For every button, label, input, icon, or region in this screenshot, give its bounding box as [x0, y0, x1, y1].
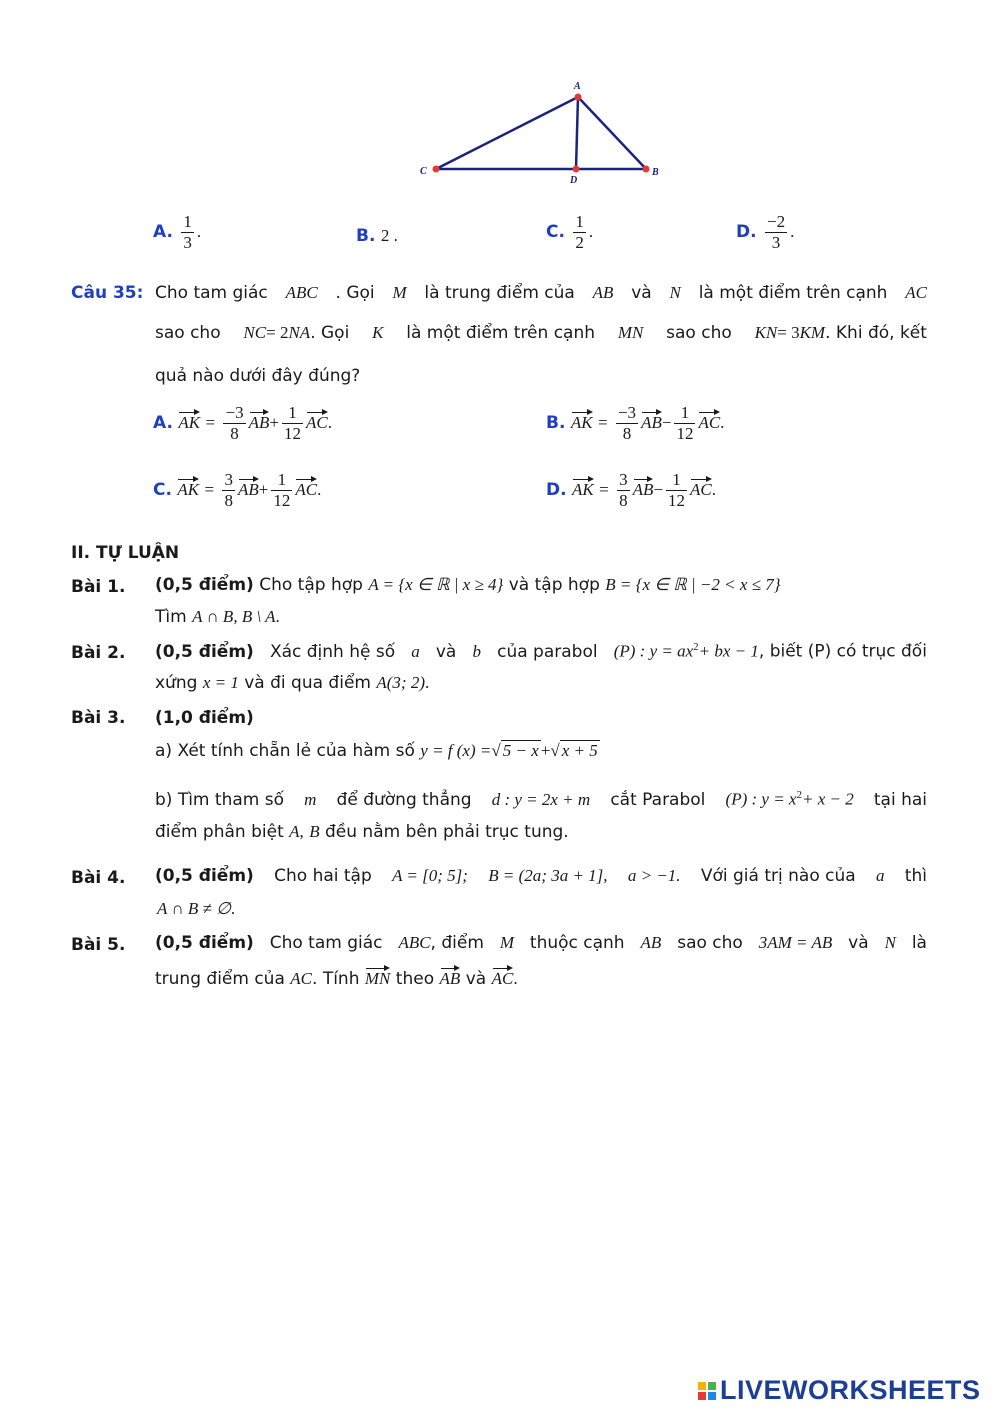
points: (0,5 điểm): [155, 933, 254, 953]
vector: AB: [248, 413, 270, 433]
text: điểm phân biệt: [155, 822, 284, 842]
period: .: [327, 413, 332, 433]
q35-line-1: [155, 283, 927, 303]
numerator: 1: [183, 212, 192, 231]
math: A: [289, 822, 300, 841]
vector: AB: [632, 480, 654, 500]
math: b: [472, 641, 481, 661]
text: Cho tam giác: [155, 283, 268, 303]
q35-line-2: [155, 323, 927, 343]
math: ABC: [285, 283, 318, 302]
text: b) Tìm tham số: [155, 789, 284, 810]
period: .: [790, 222, 795, 242]
bai5-line-2: [155, 967, 518, 989]
text: xứng: [155, 673, 198, 693]
denominator: 12: [668, 490, 685, 510]
bai3-part-b-line-1: [155, 789, 927, 810]
period: .: [588, 222, 594, 242]
period: .: [275, 607, 280, 626]
set-b: B = (2a; 3a + 1],: [488, 866, 608, 885]
set-a: A = [0; 5];: [392, 866, 468, 885]
q35-line-3: quả nào dưới đây đúng?: [155, 366, 361, 386]
vector: AB: [237, 480, 259, 500]
option-label: C.: [153, 480, 172, 501]
option-label: B.: [356, 226, 376, 246]
numerator: 3: [224, 470, 233, 489]
text: và: [631, 283, 652, 303]
q35-option-c: [153, 470, 321, 510]
text: và tập hợp: [508, 575, 600, 595]
point-c: [433, 166, 440, 173]
operator: −: [653, 480, 663, 500]
vector: AC: [491, 969, 514, 988]
bai2-label: Bài 2.: [71, 643, 126, 663]
bai2-line-1: [155, 641, 927, 662]
equation: (P) : y = ax: [613, 641, 694, 661]
math: AB: [640, 933, 662, 952]
text: , điểm: [430, 933, 484, 953]
text: cắt Parabol: [610, 789, 706, 810]
points: (0,5 điểm): [155, 641, 254, 662]
q34-option-d: [736, 212, 794, 252]
vector: AB: [641, 413, 662, 433]
bai1-label: Bài 1.: [71, 577, 126, 597]
bai4-line-1: [155, 866, 927, 886]
q34-option-c: [546, 212, 593, 252]
text: để đường thẳng: [336, 789, 472, 810]
text: và: [435, 641, 457, 662]
denominator: 8: [224, 490, 233, 510]
numerator: 1: [680, 403, 690, 422]
math: y = f (x) =: [420, 741, 492, 760]
set-b: B = {x ∈ ℝ | −2 < x ≤ 7}: [605, 575, 781, 594]
math: MN: [617, 323, 644, 342]
sqrt: x + 5: [561, 741, 598, 760]
triangle-figure: [410, 75, 670, 190]
equation: (P) : y = x: [725, 789, 797, 809]
denominator: 2: [575, 232, 584, 252]
numerator: 1: [288, 403, 297, 422]
vector: AK: [570, 413, 593, 433]
vector: AC: [698, 413, 721, 433]
bai3-points: (1,0 điểm): [155, 708, 254, 728]
q34-option-b: [356, 226, 398, 246]
bai4-label: Bài 4.: [71, 868, 126, 888]
denominator: 12: [676, 423, 694, 443]
logo-text: LIVEWORKSHEETS: [720, 1375, 981, 1405]
exponent: 2: [693, 641, 699, 653]
text: thì: [904, 866, 927, 886]
math: M: [392, 283, 407, 302]
bai3-part-b-line-2: [155, 822, 569, 842]
numerator: −3: [225, 403, 244, 422]
math: NA: [288, 323, 311, 342]
text: và: [465, 969, 487, 989]
bai2-line-2: [155, 673, 429, 693]
text: Xác định hệ số: [269, 641, 396, 662]
text: là một điểm trên cạnh: [698, 283, 888, 303]
q35-option-a: [153, 403, 332, 443]
exponent: 2: [796, 789, 802, 801]
point-d: [573, 166, 580, 173]
math: N: [669, 283, 681, 302]
vector: AC: [295, 480, 318, 500]
text: của parabol: [497, 641, 598, 662]
sqrt: 5 − x: [502, 741, 539, 760]
operator: =: [599, 480, 609, 500]
vector: AB: [439, 969, 461, 988]
text: trung điểm của: [155, 969, 285, 989]
period: .: [230, 899, 236, 918]
text: và: [848, 933, 869, 953]
q34-option-a: [153, 212, 201, 252]
bai4-line-2: [157, 899, 235, 919]
text: là trung điểm của: [424, 283, 575, 303]
text: theo: [395, 969, 435, 989]
operator: +: [540, 741, 551, 760]
punctuation: ,: [299, 822, 304, 841]
text: . Tính: [312, 969, 360, 989]
option-label: C.: [546, 222, 565, 243]
numerator: −3: [617, 403, 637, 422]
label-a: A: [574, 81, 581, 92]
operator: =: [205, 413, 216, 433]
operator: =: [204, 480, 215, 500]
vector: AC: [305, 413, 328, 433]
operator: =: [597, 413, 608, 433]
math: A(3; 2): [376, 673, 426, 692]
vector: AK: [571, 480, 594, 500]
denominator: 3: [183, 232, 192, 252]
numerator: 1: [575, 212, 584, 231]
text: , biết (P) có trục đối: [758, 641, 927, 662]
math: a: [411, 641, 420, 661]
vector: AK: [178, 413, 201, 433]
point-a: [575, 94, 582, 101]
label-c: C: [420, 166, 427, 177]
operator: +: [269, 413, 279, 433]
text: . Gọi: [335, 283, 375, 303]
q35-option-d: [546, 470, 716, 510]
math: AC: [905, 283, 927, 302]
text: sao cho: [666, 323, 732, 343]
period: .: [425, 673, 430, 692]
text: là một điểm trên cạnh: [406, 323, 596, 343]
option-label: D.: [736, 222, 757, 243]
period: .: [317, 480, 322, 500]
numerator: 1: [672, 470, 681, 489]
period: .: [513, 969, 518, 988]
points: (0,5 điểm): [155, 575, 254, 595]
expression: A ∩ B, B \ A: [192, 607, 276, 626]
math: = 3: [777, 323, 800, 342]
text: đều nằm bên phải trục tung.: [325, 822, 569, 842]
math: AC: [290, 969, 313, 988]
option-label: B.: [546, 413, 566, 434]
text: . Khi đó, kết: [825, 323, 927, 343]
operator: +: [258, 480, 269, 500]
math: = 2: [266, 323, 289, 342]
text: Cho hai tập: [274, 866, 372, 886]
bai5-line-1: [155, 933, 927, 953]
label-b: B: [652, 167, 659, 178]
denominator: 3: [765, 232, 787, 253]
section-title: II. TỰ LUẬN: [71, 543, 180, 563]
expression: A ∩ B ≠ ∅: [157, 899, 231, 918]
text: tại hai: [873, 789, 927, 810]
liveworksheets-logo[interactable]: [698, 1375, 981, 1406]
text: sao cho: [155, 323, 221, 343]
option-label: A.: [153, 222, 173, 243]
period: .: [711, 480, 716, 500]
math: M: [499, 933, 514, 952]
math: KM: [799, 323, 826, 342]
vector: AC: [690, 480, 712, 500]
equation: + x − 2: [801, 789, 854, 809]
period: .: [720, 413, 725, 433]
text: Cho tam giác: [269, 933, 383, 953]
denominator: 12: [273, 490, 291, 510]
math: NC: [243, 323, 267, 342]
text: Tìm: [155, 607, 187, 627]
math: d : y = 2x + m: [491, 789, 591, 809]
logo-icon: [698, 1382, 716, 1400]
point-b: [643, 166, 650, 173]
vector: MN: [364, 969, 391, 988]
math: K: [372, 323, 384, 342]
option-label: A.: [153, 413, 173, 434]
bai1-line-2: [155, 607, 280, 627]
bai3-label: Bài 3.: [71, 708, 126, 728]
text: Với giá trị nào của: [700, 866, 856, 886]
math: B: [309, 822, 320, 841]
numerator: 3: [619, 470, 628, 489]
q35-label: Câu 35:: [71, 283, 144, 303]
text: a) Xét tính chẵn lẻ của hàm số: [155, 741, 415, 761]
text: và đi qua điểm: [244, 673, 371, 693]
denominator: 8: [223, 423, 245, 444]
points: (0,5 điểm): [155, 866, 254, 886]
set-a: A = {x ∈ ℝ | x ≥ 4}: [368, 575, 504, 594]
math: x = 1: [202, 673, 239, 692]
math: N: [884, 933, 896, 952]
label-d: D: [570, 175, 578, 186]
math: ABC: [398, 933, 431, 952]
math: a: [875, 866, 885, 885]
numerator: 1: [277, 470, 287, 489]
bai1-line-1: [155, 575, 781, 595]
denominator: 8: [619, 490, 628, 510]
option-value: 2 .: [380, 226, 398, 245]
math: AB: [592, 283, 614, 302]
text: thuộc cạnh: [529, 933, 625, 953]
math: m: [304, 789, 317, 809]
text: sao cho: [677, 933, 743, 953]
option-label: D.: [546, 480, 567, 501]
numerator: −2: [766, 212, 786, 231]
q35-option-b: [546, 403, 724, 443]
bai3-part-a: a) Xét tính chẵn lẻ của hàm số y = f (x) =√ 5 − x +√ x + 5: [155, 741, 598, 761]
condition: a > −1.: [627, 866, 681, 885]
denominator: 8: [616, 423, 638, 444]
math: KN: [754, 323, 778, 342]
period: .: [196, 222, 202, 242]
vector: AK: [177, 480, 200, 500]
denominator: 12: [283, 423, 301, 443]
equation: + bx − 1: [698, 641, 759, 661]
text: . Gọi: [310, 323, 350, 343]
text: Cho tập hợp: [259, 575, 363, 595]
text: là: [911, 933, 927, 953]
operator: −: [661, 413, 672, 433]
math: 3AM = AB: [758, 933, 833, 952]
bai5-label: Bài 5.: [71, 935, 126, 955]
